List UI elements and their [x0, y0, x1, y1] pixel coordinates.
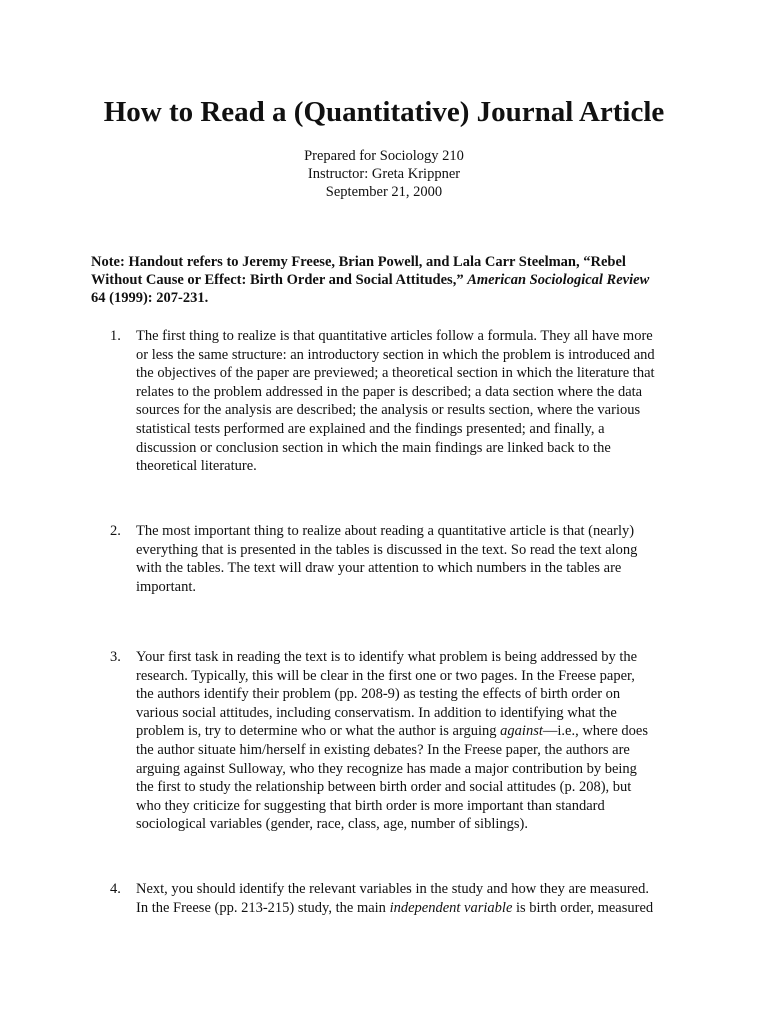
instructor-line: Instructor: Greta Krippner — [307, 166, 461, 182]
item-line: Your first task in reading the text is to identify what problem is being addressed by the — [136, 649, 638, 665]
item-line: theoretical literature. — [136, 458, 257, 475]
item-line — [136, 722, 686, 741]
item-line: relates to the problem addressed in the paper is described; a data section where the data — [136, 383, 643, 400]
emphasis-independent-variable: independent variable — [389, 899, 513, 916]
note-line-2-text: Without Cause or Effect: Birth Order and Social Attitudes,” — [91, 272, 468, 288]
item-line: The first thing to realize is that quantitative articles follow a formula. They all have more — [136, 328, 653, 344]
item-line: the author situate him/herself in existing debates? In the Freese paper, the authors are — [136, 741, 630, 758]
note-line-3: 64 (1999): 207-231. — [91, 290, 209, 306]
item-text — [136, 648, 686, 834]
item-line: arguing against Sulloway, who they recognize has made a major contribution by being — [136, 760, 637, 777]
item-line: the first to study the relationship between birth order and social attitudes (p. 208), but — [136, 779, 632, 796]
item-line: statistical tests performed are explained and the findings presented; and finally, a — [136, 420, 605, 437]
item-line-tail: —i.e., where does — [542, 723, 648, 740]
item-line: important. — [136, 578, 197, 595]
item-number: 1. — [110, 328, 121, 344]
note-line-2 — [91, 271, 681, 289]
item-line: everything that is presented in the tables is discussed in the text. So read the text along — [136, 541, 638, 558]
item-line: Next, you should identify the relevant variables in the study and how they are measured. — [136, 881, 649, 897]
prepared-for-line: Prepared for Sociology 210 — [304, 148, 464, 164]
list-item-3 — [110, 648, 686, 834]
item-text — [136, 522, 686, 596]
item-text — [136, 880, 686, 917]
document-meta — [0, 147, 768, 201]
emphasis-against: against — [500, 723, 543, 740]
item-number: 4. — [110, 881, 121, 897]
item-number: 3. — [110, 649, 121, 665]
list-item-1 — [110, 327, 686, 476]
item-line: with the tables. The text will draw your attention to which numbers in the tables are — [136, 560, 622, 577]
item-line: the authors identify their problem (pp. 208-9) as testing the effects of birth order on — [136, 686, 621, 703]
journal-name: American Sociological Review — [467, 272, 650, 288]
item-line: sources for the analysis are described; the analysis or results section, where the various — [136, 402, 641, 419]
list-item-4 — [110, 880, 686, 917]
item-line: sociological variables (gender, race, class, age, number of siblings). — [136, 816, 528, 833]
list-item-2 — [110, 522, 686, 596]
item-line-tail: is birth order, measured — [512, 899, 654, 916]
item-line-text: In the Freese (pp. 213-215) study, the main — [136, 899, 390, 916]
note-line-1: Note: Handout refers to Jeremy Freese, Brian Powell, and Lala Carr Steelman, “Rebel — [91, 254, 626, 270]
item-number: 2. — [110, 523, 121, 539]
handout-note — [91, 253, 681, 307]
item-line: The most important thing to realize about reading a quantitative article is that (nearly) — [136, 523, 635, 539]
item-line: or less the same structure: an introductory section in which the problem is introduced and — [136, 346, 655, 363]
item-line — [136, 899, 686, 918]
item-line: discussion or conclusion section in which the main findings are linked back to the — [136, 439, 611, 456]
item-line-text: problem is, try to determine who or what the author is arguing — [136, 723, 501, 740]
item-line: various social attitudes, including conservatism. In addition to identifying what the — [136, 704, 617, 721]
item-line: who they criticize for suggesting that birth order is more important than standard — [136, 797, 605, 814]
date-line: September 21, 2000 — [325, 184, 443, 200]
item-line: the objectives of the paper are previewed; a theoretical section in which the literature that — [136, 365, 655, 382]
item-text — [136, 327, 686, 476]
item-line: research. Typically, this will be clear in the first one or two pages. In the Freese paper, — [136, 667, 635, 684]
document-title: How to Read a (Quantitative) Journal Article — [103, 96, 665, 128]
